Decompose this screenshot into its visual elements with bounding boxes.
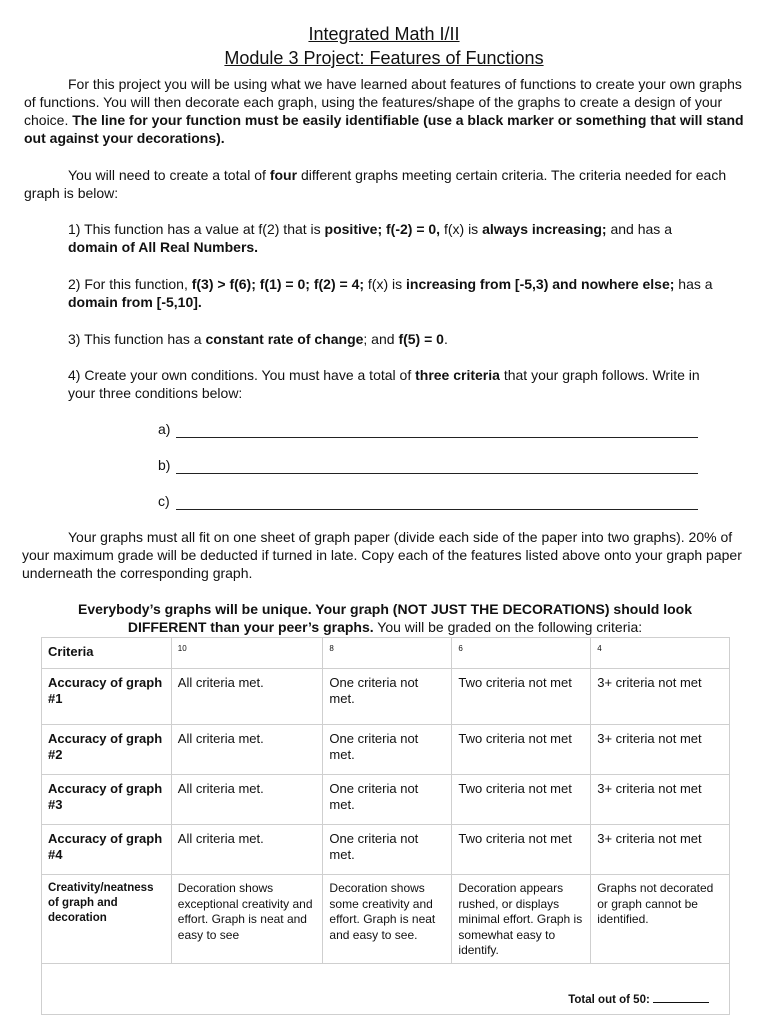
- i1-d: always increasing;: [482, 221, 607, 237]
- row-criteria: Accuracy of graph #4: [42, 825, 172, 875]
- i1-b: positive; f(-2) = 0,: [324, 221, 441, 237]
- rubric-header-4: 4: [591, 638, 730, 669]
- i2-d: increasing from [-5,3) and nowhere else;: [406, 276, 675, 292]
- score-6-cell: Two criteria not met: [452, 825, 591, 875]
- score-6-cell: Decoration appears rushed, or displays minimal effort. Graph is somewhat easy to identify.: [452, 875, 591, 964]
- i4-b: three criteria: [415, 367, 500, 383]
- score-10-cell: Decoration shows exceptional creativity and effort. Graph is neat and easy to see: [171, 875, 323, 964]
- total-label: Total out of 50:: [568, 993, 650, 1006]
- condition-c-field[interactable]: [158, 493, 698, 513]
- i4-a: 4) Create your own conditions. You must have a total of: [68, 367, 416, 383]
- need-post: different graphs meeting certain criteria. The criteria needed for each graph is below:: [24, 167, 727, 201]
- score-10-cell: All criteria met.: [171, 775, 323, 825]
- condition-a-field[interactable]: [158, 421, 698, 441]
- score-4-cell: 3+ criteria not met: [591, 669, 730, 725]
- unique-post: You will be graded on the following criteria:: [373, 619, 643, 635]
- condition-a-line: [176, 437, 698, 438]
- score-10-cell: All criteria met.: [171, 669, 323, 725]
- criteria-item-3: [68, 330, 718, 348]
- i2-e: has a: [674, 276, 713, 292]
- score-8-cell: Decoration shows some creativity and effort. Graph is neat and easy to see.: [323, 875, 452, 964]
- condition-b-field[interactable]: [158, 457, 698, 477]
- score-8-cell: One criteria not met.: [323, 669, 452, 725]
- table-row: [42, 725, 730, 775]
- i2-f: domain from [-5,10].: [68, 294, 202, 310]
- table-row: [42, 669, 730, 725]
- row-criteria: Creativity/neatness of graph and decoration: [42, 875, 172, 964]
- i2-c: f(x) is: [364, 276, 407, 292]
- score-4-cell: Graphs not decorated or graph cannot be identified.: [591, 875, 730, 964]
- score-4-cell: 3+ criteria not met: [591, 775, 730, 825]
- row-criteria: Accuracy of graph #2: [42, 725, 172, 775]
- criteria-item-2: [68, 275, 718, 311]
- i3-a: 3) This function has a: [68, 331, 206, 347]
- score-10-cell: All criteria met.: [171, 725, 323, 775]
- intro-paragraph: [24, 75, 749, 147]
- score-8-cell: One criteria not met.: [323, 825, 452, 875]
- requirement-paragraph: [24, 166, 749, 202]
- page-subtitle: Module 3 Project: Features of Functions: [224, 48, 544, 68]
- total-row: [42, 963, 730, 1014]
- rubric-header-row: [42, 638, 730, 669]
- score-8-cell: One criteria not met.: [323, 775, 452, 825]
- i3-b: constant rate of change: [205, 331, 364, 347]
- score-4-cell: 3+ criteria not met: [591, 825, 730, 875]
- table-row: [42, 875, 730, 964]
- score-8-cell: One criteria not met.: [323, 725, 452, 775]
- i4-c: that your graph follows. Write in your three conditions below:: [68, 367, 700, 401]
- score-6-cell: Two criteria not met: [452, 669, 591, 725]
- total-cell: [42, 963, 730, 1014]
- row-criteria: Accuracy of graph #1: [42, 669, 172, 725]
- score-10-cell: All criteria met.: [171, 825, 323, 875]
- i3-c: ; and: [363, 331, 399, 347]
- i2-a: 2) For this function,: [68, 276, 192, 292]
- i2-b: f(3) > f(6); f(1) = 0; f(2) = 4;: [191, 276, 365, 292]
- i1-a: 1) This function has a value at f(2) that is: [68, 221, 325, 237]
- grading-rubric-table: [41, 637, 730, 1015]
- intro-text: For this project you will be using what we have learned about features of functions to create your own graphs of functions. You will then decorate each graph, using the features/shape of the graphs to create a design of your choice.: [24, 76, 742, 128]
- criteria-item-1: [68, 220, 718, 256]
- i3-d: f(5) = 0: [398, 331, 444, 347]
- need-pre: You will need to create a total of: [68, 167, 270, 183]
- condition-b-label: b): [158, 457, 171, 473]
- total-score-field[interactable]: [568, 992, 709, 1008]
- score-6-cell: Two criteria not met: [452, 775, 591, 825]
- table-row: [42, 775, 730, 825]
- unique-bold: Everybody’s graphs will be unique. Your graph (NOT JUST THE DECORATIONS) should look DIFFERENT than your peer’s graphs.: [78, 601, 692, 635]
- rubric-header-10: 10: [171, 638, 323, 669]
- i3-e: .: [443, 331, 448, 347]
- table-row: [42, 825, 730, 875]
- rubric-header-8: 8: [323, 638, 452, 669]
- score-4-cell: 3+ criteria not met: [591, 725, 730, 775]
- rubric-header-criteria: Criteria: [42, 638, 172, 669]
- uniqueness-note: [40, 600, 730, 636]
- graph-paper-instructions: Your graphs must all fit on one sheet of graph paper (divide each side of the paper into two graphs). 20% of your maximum grade will be deducted if turned in late. Copy each of the features listed above onto your graph paper underneath the corresponding graph.: [22, 529, 742, 581]
- condition-a-label: a): [158, 421, 171, 437]
- condition-c-line: [176, 509, 698, 510]
- row-criteria: Accuracy of graph #3: [42, 775, 172, 825]
- need-bold: four: [269, 167, 298, 183]
- total-blank-line: [653, 992, 709, 1003]
- condition-c-label: c): [158, 493, 170, 509]
- condition-b-line: [176, 473, 698, 474]
- page-title: Integrated Math I/II: [308, 24, 460, 44]
- i1-c: f(x) is: [440, 221, 483, 237]
- criteria-item-4: [68, 366, 718, 402]
- rubric-header-6: 6: [452, 638, 591, 669]
- i1-e: and has a: [606, 221, 672, 237]
- i1-f: domain of All Real Numbers.: [68, 239, 259, 255]
- intro-bold: The line for your function must be easily identifiable (use a black marker or something that will stand out against your decorations).: [24, 112, 744, 146]
- score-6-cell: Two criteria not met: [452, 725, 591, 775]
